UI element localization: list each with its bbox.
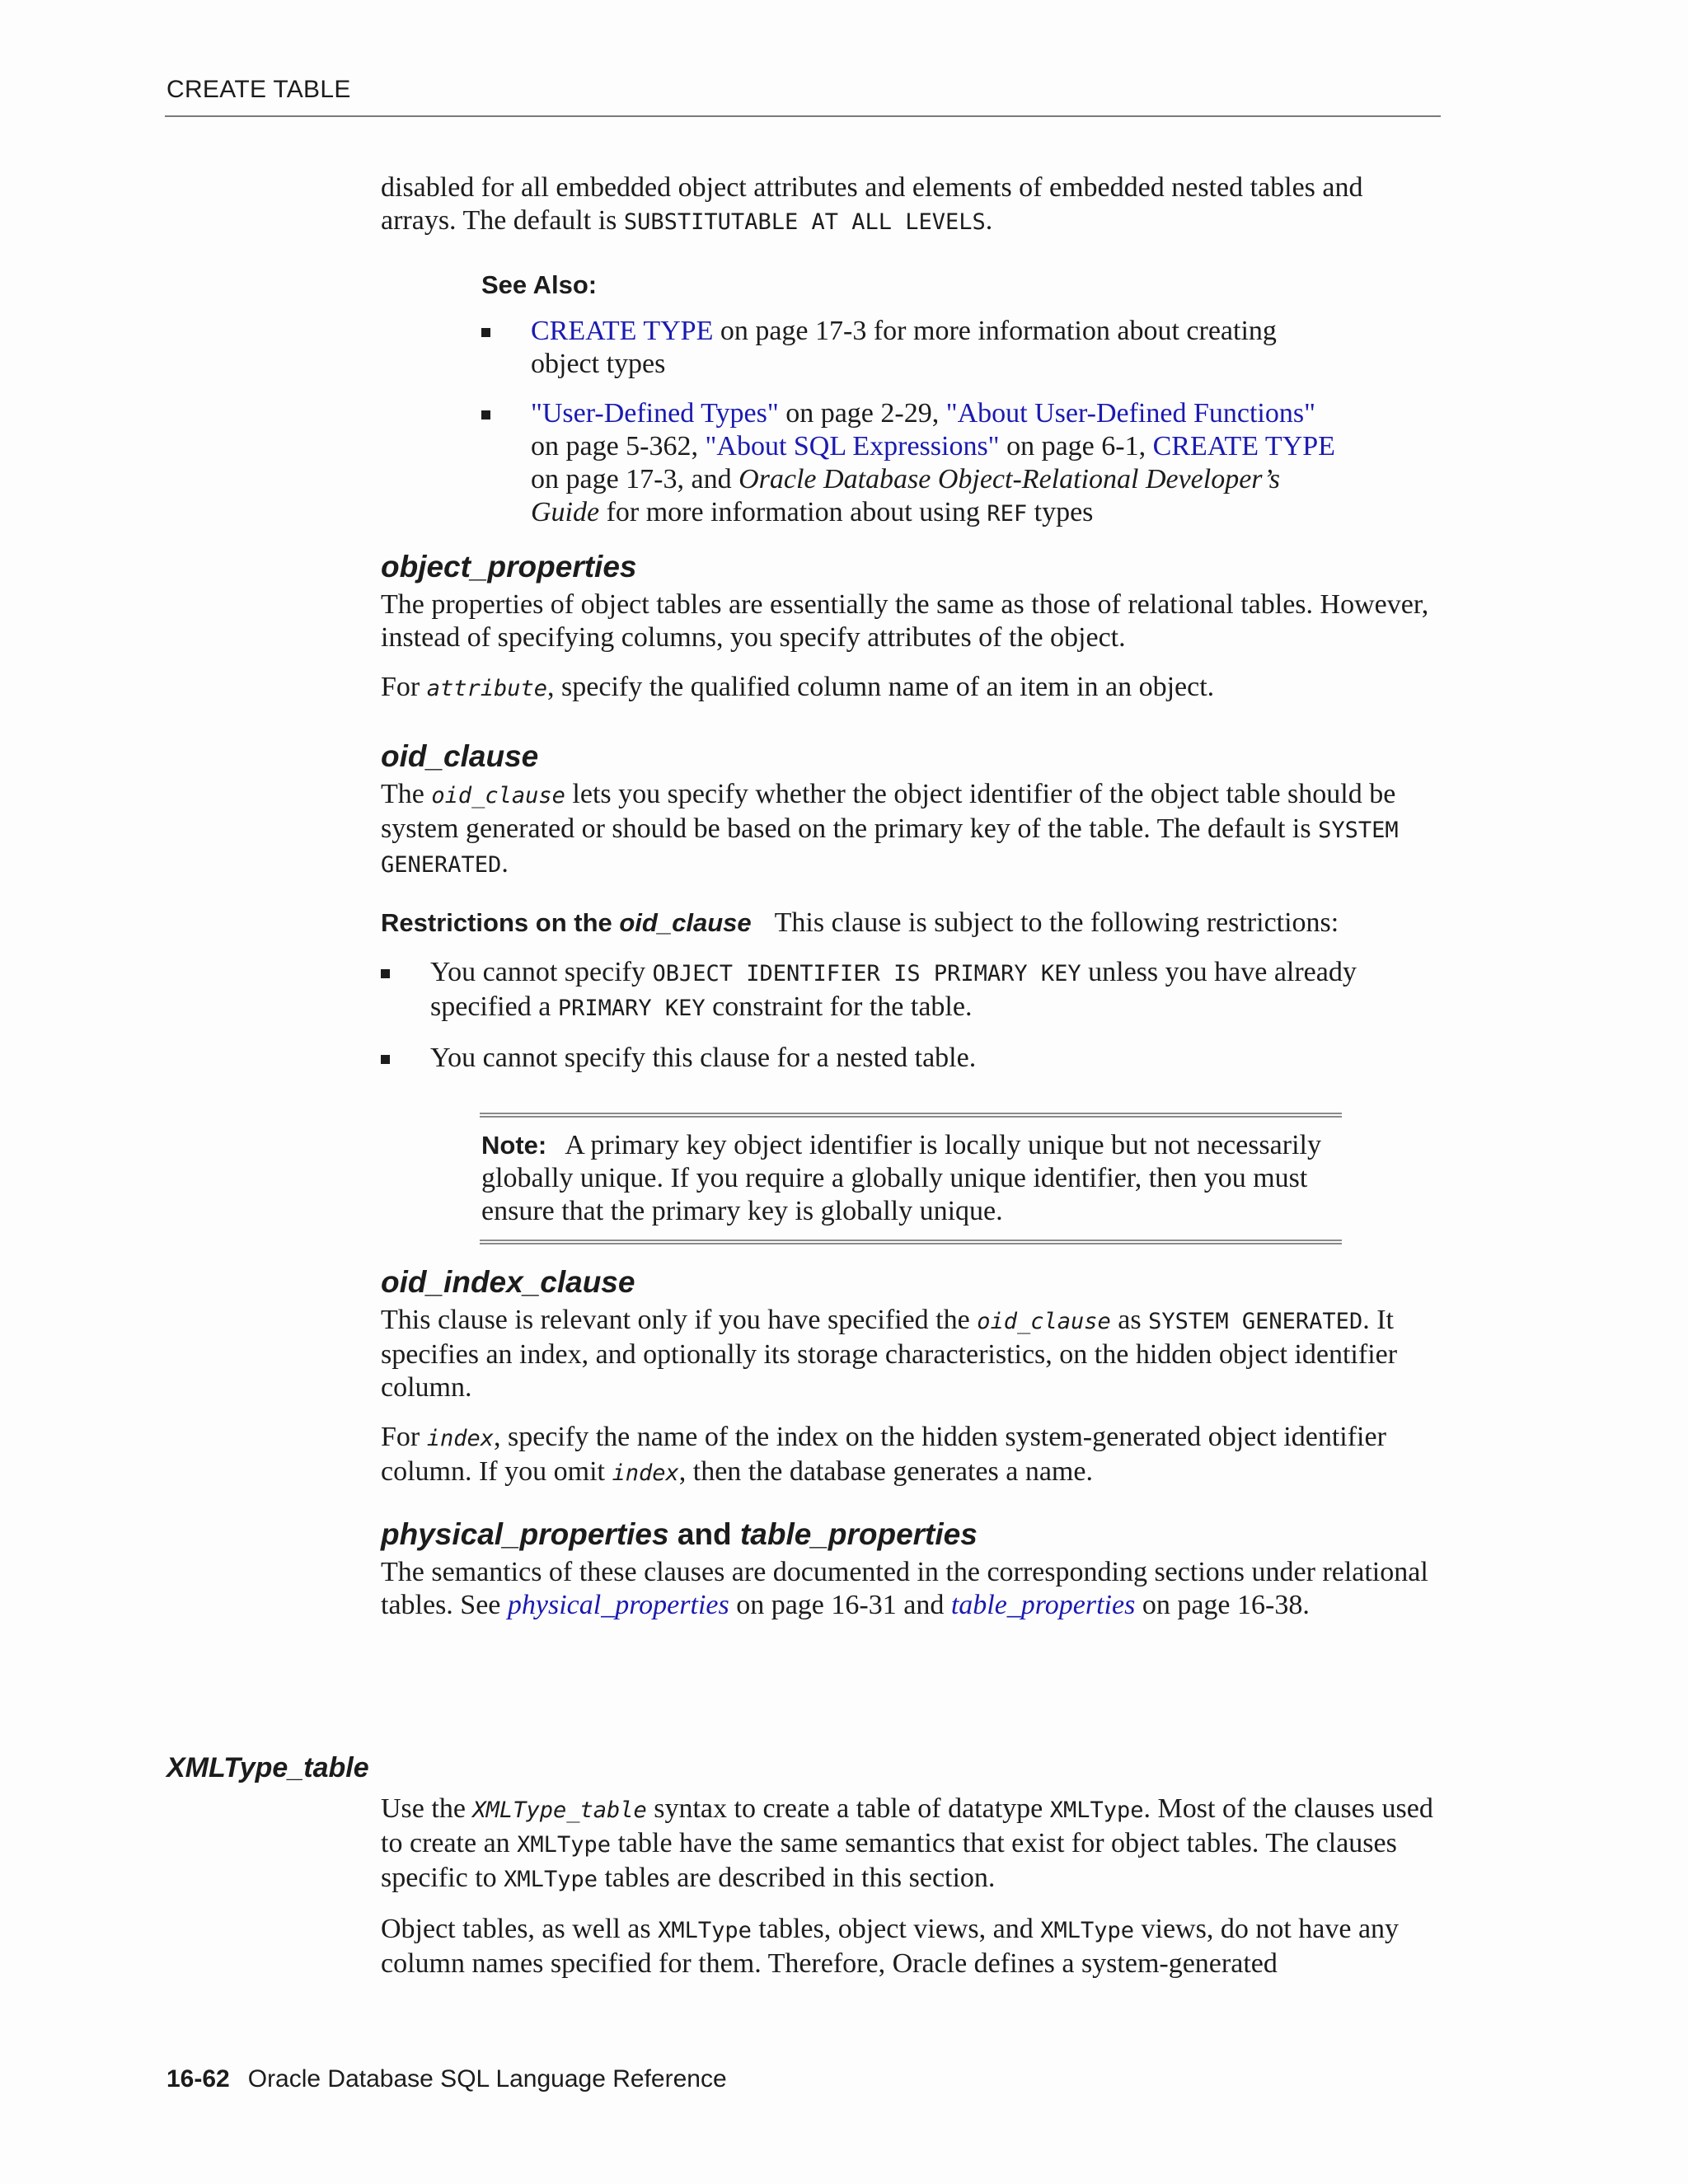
restriction-item <box>381 956 1444 1025</box>
see-also-text: on page 2-29, <box>778 398 946 429</box>
restrictions-label-italic: oid_clause <box>619 908 752 937</box>
page-footer <box>166 2065 727 2093</box>
intro-paragraph <box>381 171 1444 239</box>
restrictions-text: This clause is subject to the following restrictions: <box>774 907 1339 938</box>
see-also-text: on page 5-362, <box>531 431 706 462</box>
note-text: A primary key object identifier is locally unique but not necessarily globally unique. If you require a globally unique identifier, then you must ensure that the primary key is globally unique. <box>481 1130 1321 1226</box>
restriction-item: You cannot specify this clause for a nested table. <box>381 1042 1444 1075</box>
see-also-text: on page 17-3 for more information about creating object types <box>531 316 1277 379</box>
text: table have the same semantics that exist for object tables. The clauses specific to <box>381 1828 1397 1893</box>
heading-part: table_properties <box>739 1517 978 1551</box>
heading-and: and <box>668 1517 740 1551</box>
text: tables, object views, and <box>751 1914 1041 1944</box>
xmltype-table-body <box>381 1793 1444 1997</box>
note-paragraph <box>481 1129 1342 1228</box>
attribute-code: attribute <box>426 676 548 701</box>
running-header: CREATE TABLE <box>166 76 351 103</box>
about-sql-expressions-link[interactable]: "About SQL Expressions" <box>705 431 1000 462</box>
text: , then the database generates a name. <box>678 1456 1093 1487</box>
physical-table-properties-heading <box>381 1518 1444 1551</box>
object-properties-p1: The properties of object tables are essentially the same as those of relational tables. However, instead of specifying columns, you specify attributes of the object. <box>381 589 1429 653</box>
text: on page 16-38. <box>1135 1590 1310 1620</box>
note-box <box>480 1113 1342 1244</box>
see-also-block <box>481 269 1339 531</box>
text: tables are described in this section. <box>597 1863 996 1893</box>
restrictions-label-text: Restrictions on the <box>381 908 620 937</box>
see-also-item <box>481 397 1339 531</box>
see-also-heading: See Also: <box>481 270 598 299</box>
text: Use the <box>381 1793 473 1824</box>
text: . <box>501 848 509 879</box>
text: For <box>381 1422 427 1452</box>
text: The <box>381 779 432 809</box>
xmltype-code: XMLType <box>504 1867 598 1892</box>
text: . It specifies an index, and optionally its storage characteristics, on the hidden object identifier column. <box>381 1305 1398 1403</box>
page-number: 16-62 <box>166 2065 230 2093</box>
physical-table-paragraph <box>381 1556 1444 1622</box>
see-also-text: on page 17-3, and <box>531 464 739 494</box>
text: , specify the qualified column name of an item in an object. <box>547 672 1215 702</box>
main-content <box>381 171 1444 1638</box>
about-user-defined-functions-link[interactable]: "About User-Defined Functions" <box>945 398 1315 429</box>
text: syntax to create a table of datatype <box>646 1793 1050 1824</box>
note-label: Note: <box>481 1131 547 1160</box>
text: views, do not have any column names specified for them. Therefore, Oracle defines a system-generated <box>381 1914 1400 1979</box>
text: unless you have already specified a <box>430 957 1357 1022</box>
see-also-text: types <box>1027 497 1094 527</box>
xmltype-table-heading: XMLType_table <box>166 1752 369 1783</box>
primary-key-code: PRIMARY KEY <box>557 996 706 1021</box>
create-type-link[interactable]: CREATE TYPE <box>531 316 714 346</box>
restrictions-paragraph <box>381 907 1444 940</box>
text: . Most of the clauses used to create an <box>381 1793 1433 1858</box>
index-code: index <box>426 1426 495 1451</box>
see-also-text: on page 6-1, <box>999 431 1153 462</box>
object-properties-p2 <box>381 671 1444 705</box>
see-also-text: for more information about using <box>599 497 987 527</box>
index-code: index <box>612 1460 679 1486</box>
xmltype-p1 <box>381 1793 1444 1896</box>
restrictions-list <box>381 956 1444 1075</box>
text: The semantics of these clauses are documented in the corresponding sections under relational tables. See <box>381 1557 1428 1620</box>
heading-part: physical_properties <box>381 1517 669 1551</box>
oid-clause-heading: oid_clause <box>381 739 539 773</box>
oid-index-clause-p2 <box>381 1421 1444 1490</box>
oid-clause-code: oid_clause <box>431 783 565 808</box>
text: constraint for the table. <box>705 991 973 1022</box>
text: Object tables, as well as <box>381 1914 659 1944</box>
xmltype-table-code: XMLType_table <box>472 1797 647 1823</box>
text: For <box>381 672 427 702</box>
xmltype-code: XMLType <box>1049 1797 1144 1823</box>
intro-text: disabled for all embedded object attributes and elements of embedded nested tables and arrays. The default is <box>381 172 1363 236</box>
oid-index-clause-heading: oid_index_clause <box>381 1265 635 1299</box>
xmltype-code: XMLType <box>1040 1918 1135 1943</box>
text: as <box>1110 1305 1149 1335</box>
ref-code: REF <box>987 501 1028 527</box>
oid-clause-p1 <box>381 778 1444 882</box>
create-type-link-2[interactable]: CREATE TYPE <box>1152 431 1335 462</box>
text: lets you specify whether the object identifier of the object table should be system generated or should be based on the primary key of the table. The default is <box>381 779 1396 844</box>
system-generated-code: SYSTEM GENERATED <box>1148 1309 1363 1334</box>
object-identifier-code: OBJECT IDENTIFIER IS PRIMARY KEY <box>652 961 1081 987</box>
xmltype-code: XMLType <box>517 1832 611 1858</box>
restrictions-label <box>381 908 752 937</box>
header-rule <box>165 115 1441 117</box>
text: You cannot specify <box>430 957 653 987</box>
text: This clause is relevant only if you have specified the <box>381 1305 978 1335</box>
book-title-italic: Oracle Database Object-Relational Developer’s Guide <box>531 464 1280 527</box>
xmltype-p2 <box>381 1913 1444 1980</box>
oid-index-clause-p1 <box>381 1304 1444 1404</box>
physical-properties-link[interactable]: physical_properties <box>507 1590 729 1620</box>
system-generated-code: SYSTEM GENERATED <box>381 818 1399 878</box>
see-also-list <box>481 315 1339 531</box>
book-title: Oracle Database SQL Language Reference <box>247 2065 727 2093</box>
intro-code: SUBSTITUTABLE AT ALL LEVELS <box>623 209 986 235</box>
object-properties-heading: object_properties <box>381 550 637 583</box>
table-properties-link[interactable]: table_properties <box>950 1590 1136 1620</box>
text: on page 16-31 and <box>729 1590 951 1620</box>
see-also-item <box>481 315 1339 381</box>
oid-clause-code: oid_clause <box>977 1309 1111 1334</box>
user-defined-types-link[interactable]: "User-Defined Types" <box>531 398 779 429</box>
intro-text-end: . <box>985 205 993 236</box>
text: , specify the name of the index on the hidden system-generated object identifier column. If you omit <box>381 1422 1386 1487</box>
xmltype-code: XMLType <box>658 1918 752 1943</box>
